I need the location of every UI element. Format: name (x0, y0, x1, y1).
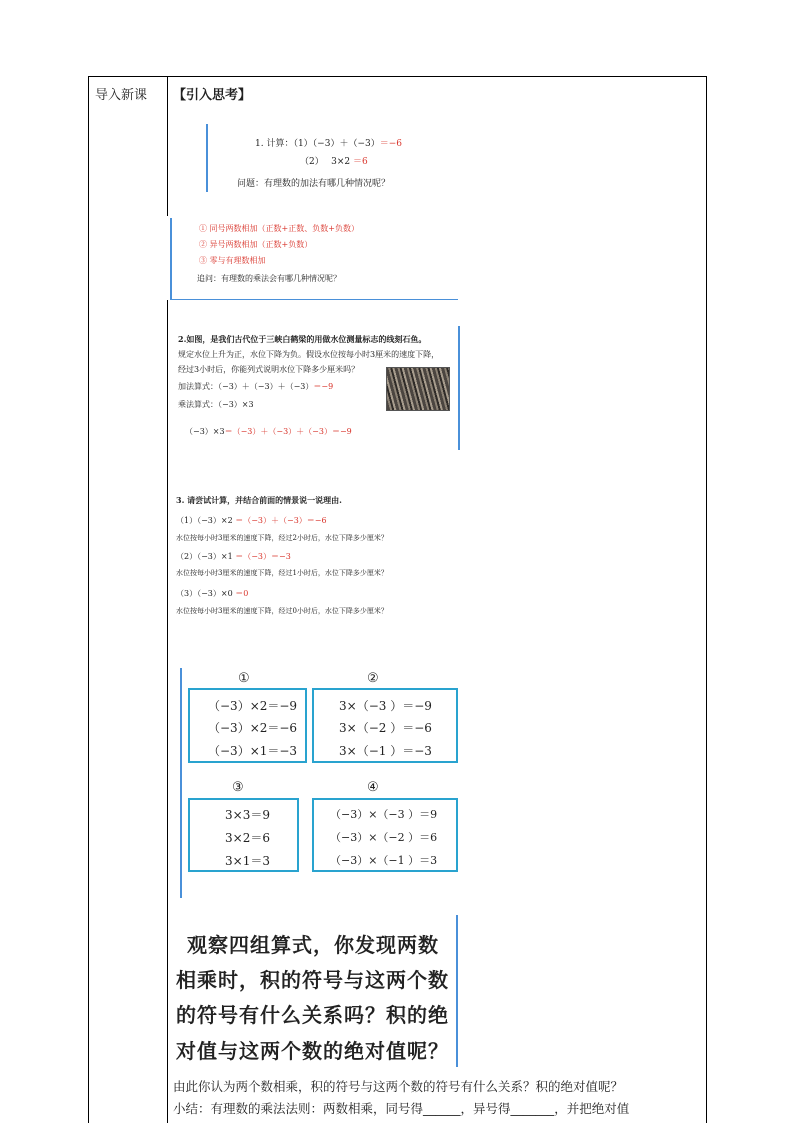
try-calc-q2: （2）（−3）×1 ＝（−3）＝−3 (176, 552, 291, 561)
try-calc-title: 3. 请尝试计算，并结合前面的情景说一说理由. (176, 495, 342, 505)
group-4-row-3: （−3）×（−1 ）＝3 (330, 854, 438, 867)
group-1-row-2: （−3）×2＝−6 (208, 721, 298, 735)
stone-fish-photo (386, 367, 450, 411)
conclusion-question: 由此你认为两个数相乘，积的符号与这两个数的符号有什么关系？积的绝对值呢？ (173, 1079, 624, 1094)
summary-rule: 小结：有理数的乘法法则：两数相乘，同号得______，异号得_______，并把绝对值 (173, 1101, 630, 1116)
try-calc-q3-desc: 水位按每小时3厘米的速度下降，经过0小时后，水位下降多少厘米？ (176, 607, 388, 615)
calc-block-bar (206, 124, 208, 192)
stone-fish-text-1: 2.如图，是我们古代位于三峡白鹤梁的用做水位测量标志的线刻石鱼。 (178, 334, 427, 344)
group-3-label: ③ (232, 780, 244, 795)
group-2-row-3: 3×（−1 ）＝−3 (339, 744, 432, 758)
table-top-border (88, 76, 707, 77)
group-3-row-1: 3×3＝9 (225, 808, 270, 822)
groups-panel-bar (180, 668, 182, 898)
group-4-row-2: （−3）×（−2 ）＝6 (330, 831, 438, 844)
stone-fish-bar (458, 326, 460, 450)
group-1-row-3: （−3）×1＝−3 (208, 744, 298, 758)
cases-block-underline (170, 299, 458, 300)
left-cell-label: 导入新课 (95, 88, 148, 103)
calc-line-1: 1. 计算：（1）（−3）＋（−3）＝−6 (255, 139, 402, 149)
observe-line-3: 的符号有什么关系吗？积的绝 (176, 1003, 449, 1027)
group-2-row-2: 3×（−2 ）＝−6 (339, 721, 432, 735)
calc-question: 问题：有理数的加法有哪几种情况呢？ (237, 179, 391, 189)
stone-fish-text-3: 经过3小时后，你能列式说明水位下降多少厘米吗？ (178, 365, 360, 374)
try-calc-q1: （1）（−3）×2 ＝（−3）＋（−3）＝−6 (176, 516, 327, 525)
group-4-row-1: （−3）×（−3 ）＝9 (330, 808, 438, 821)
table-right-border (706, 76, 707, 1123)
try-calc-q2-desc: 水位按每小时3厘米的速度下降，经过1小时后，水位下降多少厘米？ (176, 569, 388, 577)
group-2-label: ② (367, 671, 379, 686)
group-1-row-1: （−3）×2＝−9 (208, 699, 298, 713)
group-3-row-3: 3×1＝3 (225, 854, 270, 868)
table-left-border (88, 76, 89, 1123)
group-2-row-1: 3×（−3 ）＝−9 (339, 699, 432, 713)
observe-line-1: 观察四组算式，你发现两数 (187, 933, 439, 957)
equality-expression: （−3）×3＝（−3）＋（−3）＋（−3）＝−9 (185, 427, 352, 436)
stone-fish-text-2: 规定水位上升为正，水位下降为负。假设水位按每小时3厘米的速度下降， (178, 350, 440, 359)
multiplication-expression: 乘法算式：（−3）×3 (178, 400, 254, 409)
section-title: 【引入思考】 (173, 88, 252, 103)
case-item-1: ① 同号两数相加（正数+正数、负数+负数） (199, 224, 359, 233)
case-item-3: ③ 零与有理数相加 (199, 256, 266, 265)
group-1-label: ① (238, 671, 250, 686)
try-calc-q3: （3）（−3）×0 ＝0 (176, 589, 249, 598)
table-divider (167, 76, 168, 216)
cases-block-bar (170, 218, 172, 300)
group-3-row-2: 3×2＝6 (225, 831, 270, 845)
try-calc-q1-desc: 水位按每小时3厘米的速度下降，经过2小时后，水位下降多少厘米？ (176, 534, 388, 542)
observe-bar (456, 915, 458, 1067)
case-item-2: ② 异号两数相加（正数+负数） (199, 240, 313, 249)
cases-question: 追问：有理数的乘法会有哪几种情况呢？ (197, 274, 341, 283)
observe-line-2: 相乘时，积的符号与这两个数 (176, 968, 449, 992)
group-4-label: ④ (367, 780, 379, 795)
addition-expression: 加法算式：（−3）＋（−3）＋（−3）＝−9 (178, 382, 334, 391)
table-divider-lower (167, 300, 168, 1123)
observe-line-4: 对值与这两个数的绝对值呢？ (176, 1039, 449, 1063)
calc-line-2: （2） 3×2 ＝6 (300, 157, 368, 167)
